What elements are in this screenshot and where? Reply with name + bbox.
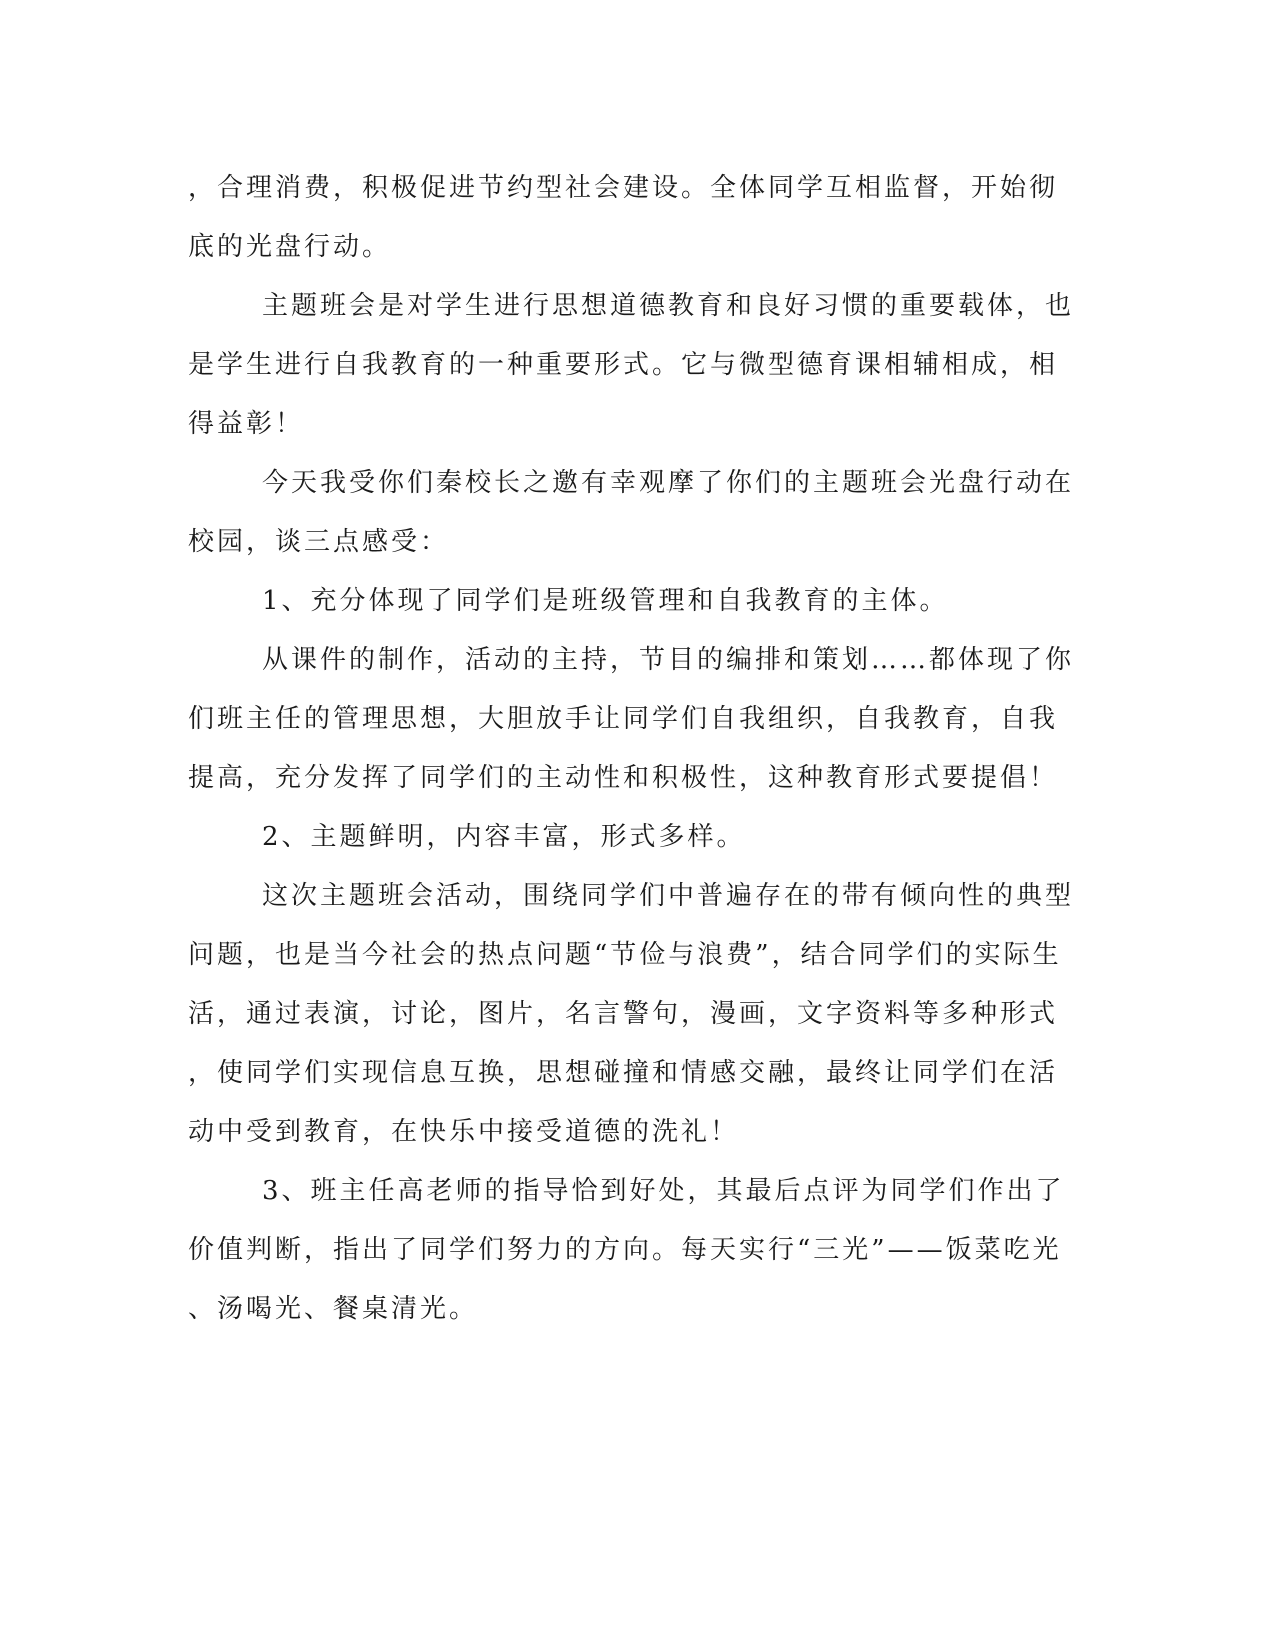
text-line: 、汤喝光、餐桌清光。 (188, 1294, 479, 1324)
paragraph-start: 今天我受你们秦校长之邀有幸观摩了你们的主题班会光盘行动在 (262, 468, 1075, 498)
text-line: 活，通过表演，讨论，图片，名言警句，漫画，文字资料等多种形式 (188, 999, 1059, 1029)
paragraph-start: 从课件的制作，活动的主持，节目的编排和策划……都体现了你 (262, 645, 1075, 675)
text-line: 底的光盘行动。 (188, 232, 392, 262)
text-line: 问题，也是当今社会的热点问题“节俭与浪费”，结合同学们的实际生 (188, 940, 1062, 970)
text-line: 动中受到教育，在快乐中接受道德的洗礼！ (188, 1117, 740, 1147)
text-line: 是学生进行自我教育的一种重要形式。它与微型德育课相辅相成，相 (188, 350, 1059, 380)
text-line: 们班主任的管理思想，大胆放手让同学们自我组织，自我教育，自我 (188, 704, 1059, 734)
text-line: 提高，充分发挥了同学们的主动性和积极性，这种教育形式要提倡！ (188, 763, 1059, 793)
text-line: ，合理消费，积极促进节约型社会建设。全体同学互相监督，开始彻 (188, 173, 1059, 203)
text-line: ，使同学们实现信息互换，思想碰撞和情感交融，最终让同学们在活 (188, 1058, 1059, 1088)
paragraph-start: 主题班会是对学生进行思想道德教育和良好习惯的重要载体，也 (262, 291, 1075, 321)
point-heading-3: 3、班主任高老师的指导恰到好处，其最后点评为同学们作出了 (262, 1176, 1065, 1206)
point-heading-1: 1、充分体现了同学们是班级管理和自我教育的主体。 (262, 586, 949, 616)
point-heading-2: 2、主题鲜明，内容丰富，形式多样。 (262, 822, 746, 852)
text-line: 得益彰！ (188, 409, 305, 439)
paragraph-start: 这次主题班会活动，围绕同学们中普遍存在的带有倾向性的典型 (262, 881, 1075, 911)
text-line: 价值判断，指出了同学们努力的方向。每天实行“三光”——饭菜吃光 (188, 1235, 1062, 1265)
text-line: 校园，谈三点感受： (188, 527, 450, 557)
